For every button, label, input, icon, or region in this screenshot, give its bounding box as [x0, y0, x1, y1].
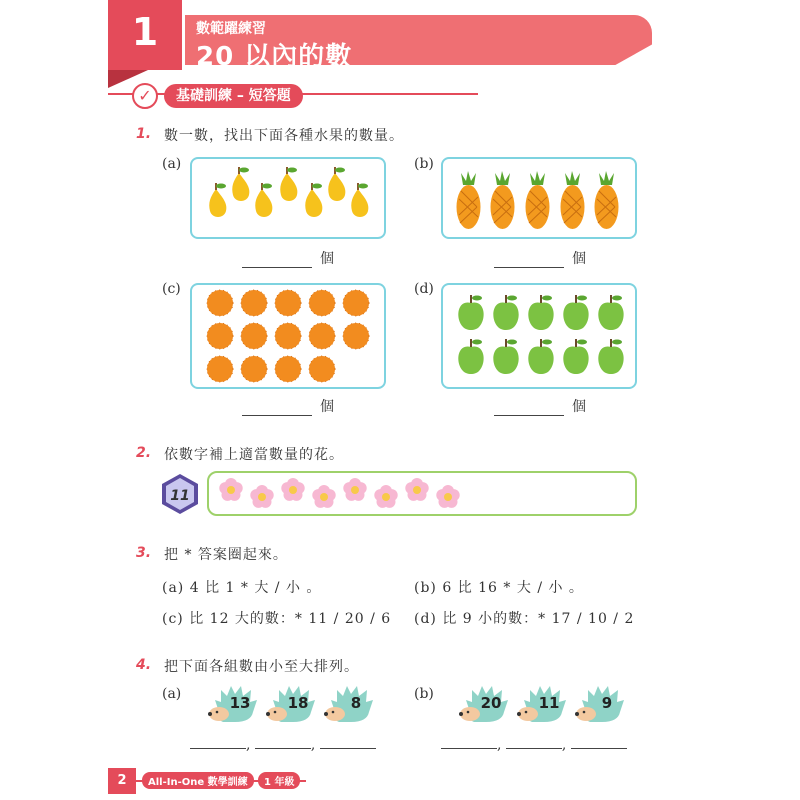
- hedgehog-number: 9: [601, 694, 613, 712]
- flower-group: [209, 473, 635, 514]
- apple-icon: [563, 295, 588, 330]
- q1c-answer[interactable]: [242, 396, 334, 416]
- flower-icon: [250, 485, 273, 508]
- flower-icon: [219, 478, 242, 501]
- separator: ,: [561, 737, 567, 753]
- section-title: 基礎訓練 – 短答題: [164, 84, 303, 108]
- orange-group: [192, 285, 384, 387]
- orange-icon: [207, 290, 233, 316]
- orange-icon: [241, 323, 267, 349]
- pineapple-icon: [561, 171, 585, 229]
- q3c-option[interactable]: [162, 608, 391, 628]
- pear-icon: [280, 167, 297, 201]
- q4a-answer-lines[interactable]: [190, 736, 376, 753]
- orange-icon: [309, 290, 335, 316]
- unit-label: 個: [320, 399, 334, 415]
- hedgehog-number: 8: [350, 694, 362, 712]
- q3-text: 把 * 答案圈起來。: [164, 547, 288, 563]
- apple-group: [443, 285, 635, 387]
- hedgehog-number: 20: [480, 694, 502, 712]
- q1-text: 數一數，找出下面各種水果的數量。: [164, 128, 404, 144]
- pineapple-icon: [595, 171, 619, 229]
- q3d-label: (d): [414, 611, 437, 627]
- q2-number: 2.: [136, 445, 152, 461]
- answer-blank[interactable]: [320, 736, 376, 749]
- series-label: 數範躍練習: [196, 21, 266, 37]
- unit-label: 個: [572, 399, 586, 415]
- pear-icon: [255, 183, 272, 217]
- hedgehog-number: 11: [538, 694, 560, 712]
- orange-icon: [275, 323, 301, 349]
- orange-icon: [241, 356, 267, 382]
- q1c-label: (c): [162, 281, 181, 297]
- hedgehog-icon: [572, 682, 628, 724]
- answer-blank[interactable]: [494, 253, 564, 268]
- apple-icon: [458, 339, 483, 374]
- q1b-answer[interactable]: [494, 248, 586, 268]
- q1-number: 1.: [136, 126, 152, 142]
- pear-icon: [328, 167, 345, 201]
- q3b-label: (b): [414, 580, 437, 596]
- apple-icon: [528, 295, 553, 330]
- apple-icon: [458, 295, 483, 330]
- q3b-text: 6 比 16 * 大 / 小 。: [442, 580, 584, 596]
- answer-blank[interactable]: [255, 736, 311, 749]
- flower-icon: [343, 478, 366, 501]
- q4a-hedgehogs: [205, 682, 379, 724]
- orange-icon: [275, 356, 301, 382]
- q3c-label: (c): [162, 611, 184, 627]
- q1d-label: (d): [414, 281, 434, 297]
- q3-number: 3.: [136, 545, 152, 561]
- flower-icon: [312, 485, 335, 508]
- pineapple-icon: [457, 171, 481, 229]
- flower-answer-box[interactable]: [207, 471, 637, 516]
- orange-icon: [309, 323, 335, 349]
- answer-blank[interactable]: [242, 401, 312, 416]
- given-number: 11: [170, 488, 190, 504]
- page-number: 2: [108, 768, 136, 794]
- q3a-option[interactable]: [162, 577, 321, 597]
- q1c-fruit-box: [190, 283, 386, 389]
- q4a-label: (a): [162, 686, 182, 702]
- pineapple-group: [443, 159, 635, 237]
- separator: ,: [497, 737, 502, 753]
- orange-icon: [343, 323, 369, 349]
- q3d-text: 比 9 小的數：* 17 / 10 / 2: [442, 611, 635, 627]
- orange-icon: [207, 356, 233, 382]
- hedgehog-icon: [205, 682, 261, 724]
- q3a-text: 4 比 1 * 大 / 小 。: [189, 580, 322, 596]
- q1d-answer[interactable]: [494, 396, 586, 416]
- separator: ,: [310, 737, 316, 753]
- q3a-label: (a): [162, 580, 185, 596]
- orange-icon: [309, 356, 335, 382]
- q3c-text: 比 12 大的數：* 11 / 20 / 6: [189, 611, 392, 627]
- q4b-hedgehogs: [456, 682, 630, 724]
- q1a-fruit-box: [190, 157, 386, 239]
- orange-icon: [343, 290, 369, 316]
- answer-blank[interactable]: [506, 736, 562, 749]
- hedgehog-icon: [514, 682, 570, 724]
- q4b-label: (b): [414, 686, 434, 702]
- q3b-option[interactable]: [414, 577, 584, 597]
- answer-blank[interactable]: [190, 736, 246, 749]
- answer-blank[interactable]: [494, 401, 564, 416]
- chapter-number: 1: [131, 10, 159, 54]
- apple-icon: [598, 339, 623, 374]
- q1b-fruit-box: [441, 157, 637, 239]
- q1b-label: (b): [414, 156, 434, 172]
- pear-group: [192, 159, 384, 237]
- footer-grade: 1 年級: [258, 772, 300, 789]
- flower-icon: [374, 485, 397, 508]
- hexagon-number-badge: [158, 472, 202, 516]
- pineapple-icon: [491, 171, 515, 229]
- q3d-option[interactable]: [414, 608, 634, 628]
- hedgehog-icon: [456, 682, 512, 724]
- pear-icon: [305, 183, 322, 217]
- banner-cut: [610, 40, 660, 68]
- flower-icon: [405, 478, 428, 501]
- flower-icon: [436, 485, 459, 508]
- pineapple-icon: [526, 171, 550, 229]
- q4-text: 把下面各組數由小至大排列。: [164, 659, 359, 675]
- hedgehog-number: 13: [229, 694, 251, 712]
- separator: ,: [246, 737, 251, 753]
- hedgehog-icon: [321, 682, 377, 724]
- pear-icon: [232, 167, 249, 201]
- flower-icon: [281, 478, 304, 501]
- apple-icon: [493, 339, 518, 374]
- orange-icon: [275, 290, 301, 316]
- footer-brand: All-In-One 數學訓練: [142, 772, 254, 789]
- answer-blank[interactable]: [441, 736, 497, 749]
- q1a-label: (a): [162, 156, 182, 172]
- orange-icon: [241, 290, 267, 316]
- unit-label: 個: [572, 251, 586, 267]
- hedgehog-icon: [263, 682, 319, 724]
- answer-blank[interactable]: [571, 736, 627, 749]
- answer-blank[interactable]: [242, 253, 312, 268]
- q1a-answer[interactable]: [242, 248, 334, 268]
- hedgehog-number: 18: [287, 694, 309, 712]
- pear-icon: [209, 183, 226, 217]
- check-icon: ✓: [132, 83, 158, 109]
- apple-icon: [563, 339, 588, 374]
- q1d-fruit-box: [441, 283, 637, 389]
- apple-icon: [493, 295, 518, 330]
- q2-text: 依數字補上適當數量的花。: [164, 447, 344, 463]
- q4-number: 4.: [136, 657, 152, 673]
- q4b-answer-lines[interactable]: [441, 736, 627, 753]
- unit-label: 個: [320, 251, 334, 267]
- page-title: 20 以內的數: [196, 42, 353, 72]
- orange-icon: [207, 323, 233, 349]
- apple-icon: [528, 339, 553, 374]
- pear-icon: [351, 183, 368, 217]
- apple-icon: [598, 295, 623, 330]
